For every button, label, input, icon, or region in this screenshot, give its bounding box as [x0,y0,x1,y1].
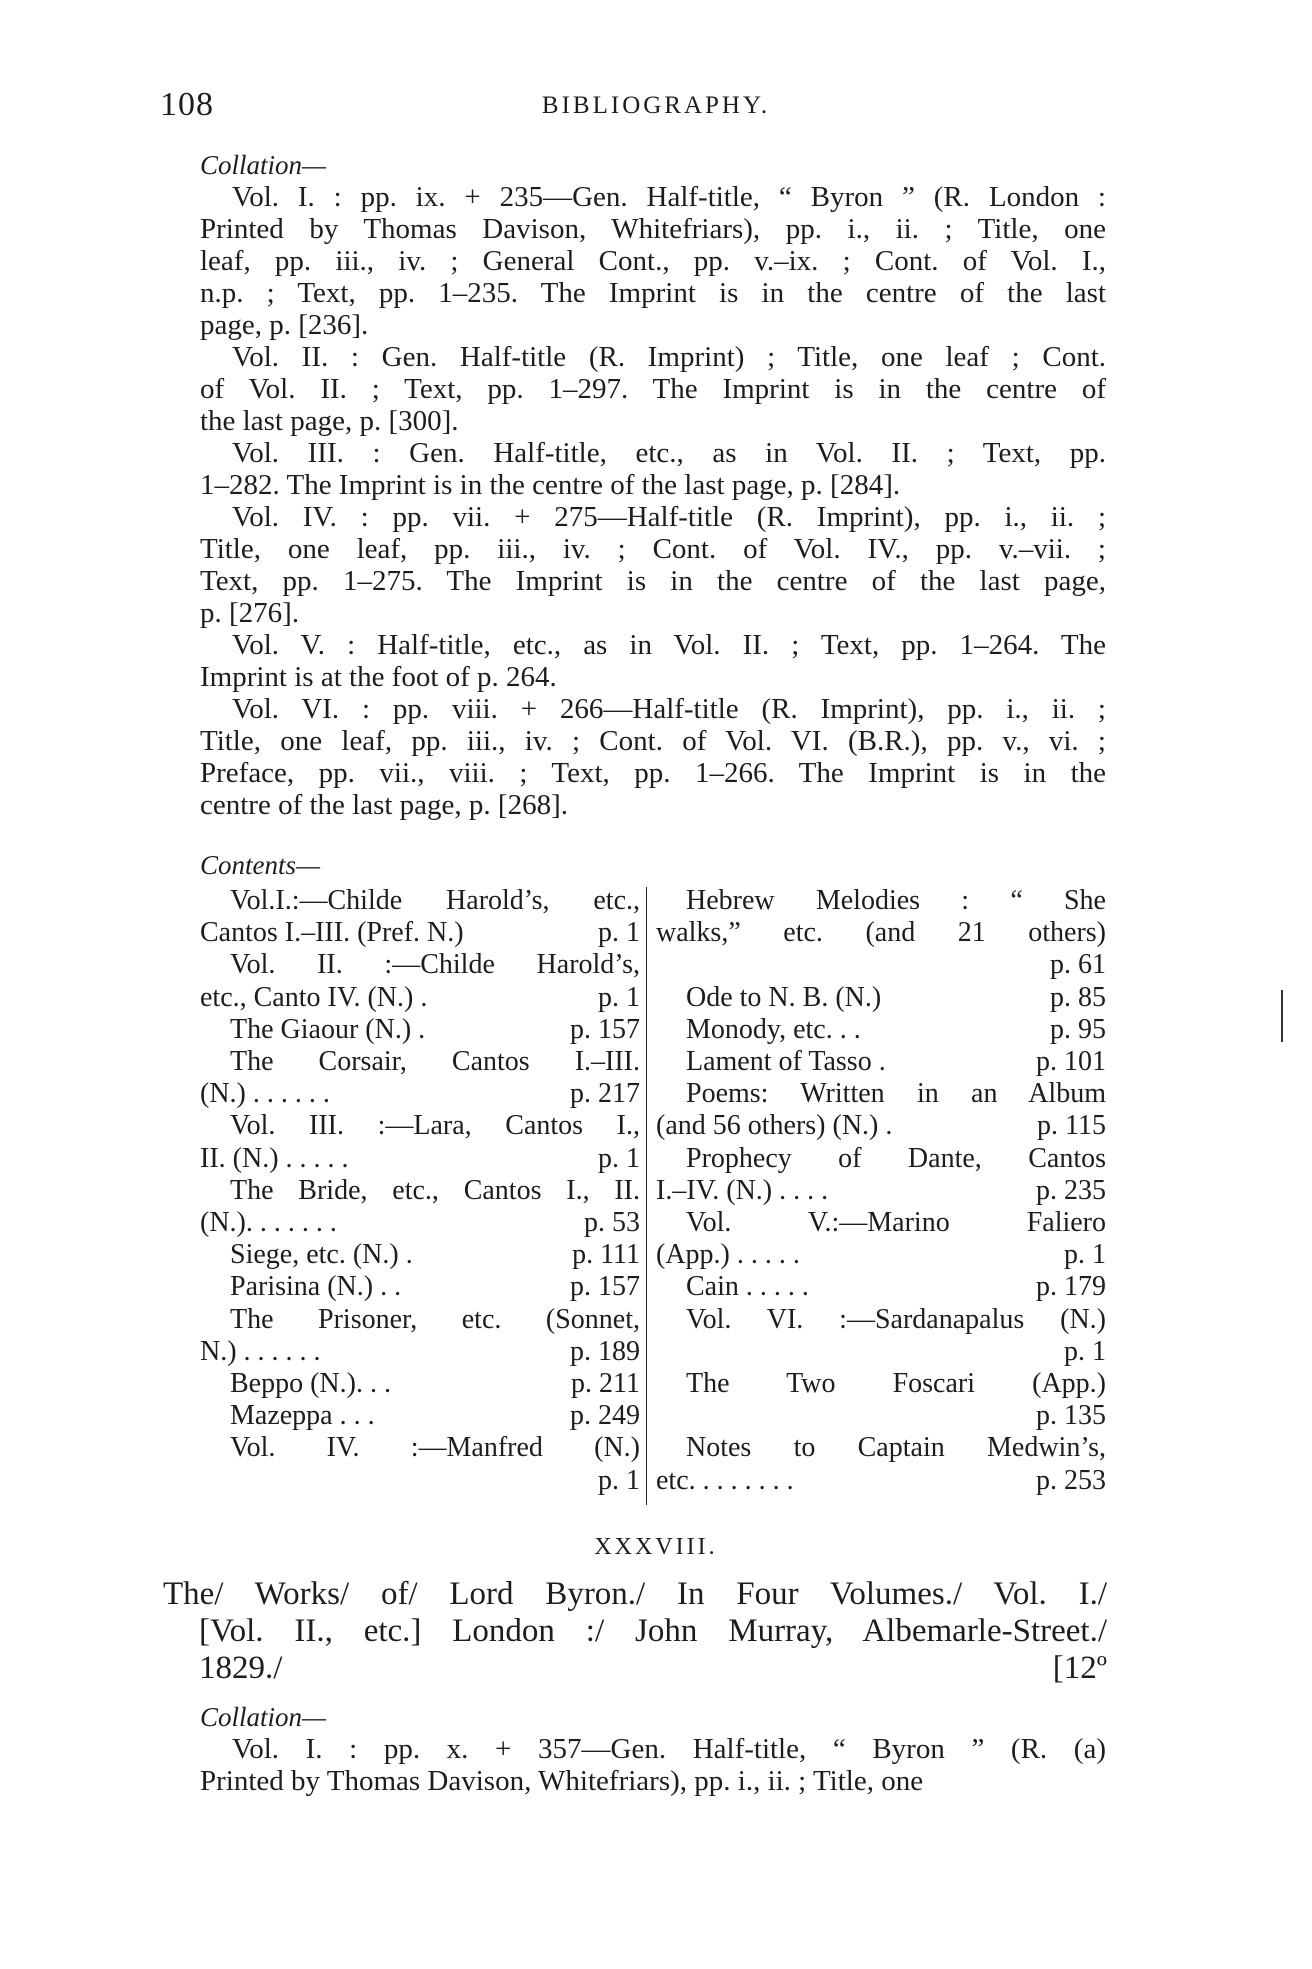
text-line: Vol. IV. : pp. vii. + 275—Half-title (R. Imprint), pp. i., ii. ; [232,501,1106,533]
contents-title: The Corsair, Cantos I.–III. [230,1046,640,1078]
contents-page: p. 157 [570,1271,640,1303]
contents-row [656,949,1106,981]
contents-title: Vol. IV. :—Manfred (N.) [230,1432,640,1464]
text-line: Vol. II. : Gen. Half-title (R. Imprint) ; Title, one leaf ; Cont. [232,341,1106,373]
contents-row [656,917,1106,949]
contents-title: etc., Canto IV. (N.) . [200,981,428,1013]
vol-2-collation [200,341,1106,437]
contents-title: Beppo (N.). . . [230,1368,391,1400]
vol-3-collation [200,437,1106,501]
contents-row [200,1014,640,1046]
contents-title: N.) . . . . . . [200,1335,321,1367]
contents-title: Cain . . . . . [686,1271,809,1303]
collation-section-2 [200,1702,1106,1797]
contents-title: etc. . . . . . . . [656,1464,794,1496]
vol-6-collation [200,693,1106,821]
contents-title: walks,” etc. (and 21 others) [656,917,1106,949]
contents-row [200,885,640,917]
text-line: Printed by Thomas Davison, Whitefriars), pp. i., ii. ; Title, one [200,213,1106,245]
contents-title: II. (N.) . . . . . [200,1142,349,1174]
contents-title: Parisina (N.) . . [230,1271,402,1303]
contents-page: p. 85 [1050,981,1106,1013]
contents-title: Prophecy of Dante, Cantos [686,1142,1106,1174]
contents-row [656,885,1106,917]
contents-page: p. 61 [1050,949,1106,981]
running-head [0,86,1312,126]
contents-page: p. 217 [570,1078,640,1110]
running-title: BIBLIOGRAPHY. [541,92,771,119]
text-line: page, p. [236]. [200,309,369,341]
contents-title: Notes to Captain Medwin’s, [686,1432,1106,1464]
contents-row [656,1432,1106,1464]
contents-row [200,1400,640,1432]
contents-page: p. 95 [1050,1013,1106,1045]
collation-label: Collation— [200,150,327,180]
collation2-vol-1 [200,1733,1106,1797]
contents-title: (N.) . . . . . . [200,1078,330,1110]
text-line: centre of the last page, p. [268]. [200,789,568,821]
collation-section [200,150,1106,821]
contents-row [656,1046,1106,1078]
contents-row [656,1271,1106,1303]
entry-format: [12º [1052,1650,1107,1686]
text-line: leaf, pp. iii., iv. ; General Cont., pp. v.–ix. ; Cont. of Vol. I., [200,245,1106,277]
text-line: Vol. III. : Gen. Half-title, etc., as in Vol. II. ; Text, pp. [232,437,1106,469]
contents-title: The Giaour (N.) . [230,1013,426,1045]
contents-page: p. 157 [570,1013,640,1045]
contents-row [200,917,640,949]
contents-page: p. 189 [570,1335,640,1367]
contents-page: p. 179 [1036,1271,1106,1303]
contents-row [200,982,640,1014]
contents-title: Mazeppa . . . [230,1400,375,1432]
contents-page: p. 1 [1064,1335,1106,1367]
contents-row [656,1239,1106,1271]
contents-row [656,1368,1106,1400]
text-line: Printed by Thomas Davison, Whitefriars), pp. i., ii. ; Title, one [200,1765,924,1797]
contents-title: Cantos I.–III. (Pref. N.) [200,917,464,949]
contents-page: p. 115 [1037,1110,1106,1142]
contents-page: p. 1 [1064,1239,1106,1271]
vol-1-collation [200,181,1106,341]
entry-title-line: The/ Works/ of/ Lord Byron./ In Four Volumes./ Vol. I./ [163,1576,1107,1612]
contents-right-column [656,885,1106,1497]
contents-page: p. 1 [598,1142,640,1174]
vol-4-collation [200,501,1106,629]
contents-title: (N.). . . . . . . [200,1207,337,1239]
contents-page: p. 249 [570,1400,640,1432]
contents-row [200,1368,640,1400]
text-line: n.p. ; Text, pp. 1–235. The Imprint is in the centre of the last [200,277,1106,309]
contents-left-column [200,885,640,1497]
contents-row [200,1304,640,1336]
contents-row [200,1239,640,1271]
contents-label: Contents— [200,850,321,880]
contents-row [200,1465,640,1497]
contents-row [656,1207,1106,1239]
entry-number: XXXVIII. [594,1534,718,1560]
contents-title: Monody, etc. . . [686,1013,861,1045]
contents-page: p. 1 [598,917,640,949]
contents-row [656,1400,1106,1432]
contents-row [656,1175,1106,1207]
text-line: Preface, pp. vii., viii. ; Text, pp. 1–266. The Imprint is in the [200,757,1106,789]
text-line: 1–282. The Imprint is in the centre of the last page, p. [284]. [200,469,901,501]
contents-title: The Prisoner, etc. (Sonnet, [230,1303,640,1335]
contents-page: p. 253 [1036,1464,1106,1496]
contents-title: (App.) . . . . . [656,1239,800,1271]
contents-title: I.–IV. (N.) . . . . [656,1174,829,1206]
text-line: Vol. I. : pp. x. + 357—Gen. Half-title, “ Byron ” (R. (a) [232,1733,1106,1765]
contents-page: p. 211 [571,1368,640,1400]
text-line: Vol. VI. : pp. viii. + 266—Half-title (R. Imprint), pp. i., ii. ; [232,693,1106,725]
text-line: Vol. V. : Half-title, etc., as in Vol. II. ; Text, pp. 1–264. The [232,629,1106,661]
contents-row [656,1014,1106,1046]
text-line: Text, pp. 1–275. The Imprint is in the centre of the last page, [200,565,1106,597]
contents-page: p. 1 [598,981,640,1013]
contents-row [200,1271,640,1303]
contents-page: p. 53 [584,1207,640,1239]
contents-row [656,1110,1106,1142]
contents-row [200,1046,640,1078]
margin-mark [1281,990,1283,1042]
text-line: the last page, p. [300]. [200,405,459,437]
contents-page: p. 235 [1036,1174,1106,1206]
contents-row [656,1336,1106,1368]
contents-row [200,1207,640,1239]
entry-year: 1829./ [199,1650,283,1686]
column-divider [646,887,647,1505]
contents-title: Hebrew Melodies : “ She [686,885,1106,916]
contents-row [200,1143,640,1175]
entry-title-line [163,1650,1107,1687]
contents-row [656,982,1106,1014]
contents-row [656,1078,1106,1110]
contents-row [656,1465,1106,1497]
text-line: Vol. I. : pp. ix. + 235—Gen. Half-title, “ Byron ” (R. London : [232,181,1106,213]
contents-page: p. 111 [572,1239,640,1271]
contents-row [200,1175,640,1207]
entry-title-line: [Vol. II., etc.] London :/ John Murray, Albemarle-Street./ [199,1613,1107,1649]
contents-row [200,949,640,981]
contents-row [200,1078,640,1110]
contents-title: The Two Foscari (App.) [686,1368,1106,1400]
collation-label-2: Collation— [200,1702,327,1732]
contents-columns [200,883,1106,1513]
contents-row [200,1336,640,1368]
vol-5-collation [200,629,1106,693]
contents-title: Vol.I.:—Childe Harold’s, etc., [230,885,640,916]
contents-title: Vol. V.:—Marino Faliero [686,1207,1106,1239]
contents-title: Lament of Tasso . [686,1046,886,1078]
contents-row [656,1143,1106,1175]
contents-row [200,1110,640,1142]
entry-title [163,1576,1107,1687]
contents-title: Vol. III. :—Lara, Cantos I., [230,1110,640,1142]
text-line: Imprint is at the foot of p. 264. [200,661,557,693]
text-line: Title, one leaf, pp. iii., iv. ; Cont. of Vol. IV., pp. v.–vii. ; [200,533,1106,565]
contents-title: Ode to N. B. (N.) [686,981,882,1013]
contents-title: The Bride, etc., Cantos I., II. [230,1174,640,1206]
page-number: 108 [160,86,214,123]
text-line: of Vol. II. ; Text, pp. 1–297. The Imprint is in the centre of [200,373,1106,405]
contents-title: (and 56 others) (N.) . [656,1110,893,1142]
contents-title: Poems: Written in an Album [686,1078,1106,1110]
text-line: p. [276]. [200,597,300,629]
contents-row [200,1432,640,1464]
contents-page: p. 135 [1036,1400,1106,1432]
contents-title: Vol. II. :—Childe Harold’s, [230,949,640,981]
contents-row [656,1304,1106,1336]
contents-page: p. 101 [1036,1046,1106,1078]
contents-page: p. 1 [598,1464,640,1496]
contents-title: Siege, etc. (N.) . [230,1239,413,1271]
text-line: Title, one leaf, pp. iii., iv. ; Cont. of Vol. VI. (B.R.), pp. v., vi. ; [200,725,1106,757]
contents-section [200,850,1106,1513]
contents-title: Vol. VI. :—Sardanapalus (N.) [686,1303,1106,1335]
